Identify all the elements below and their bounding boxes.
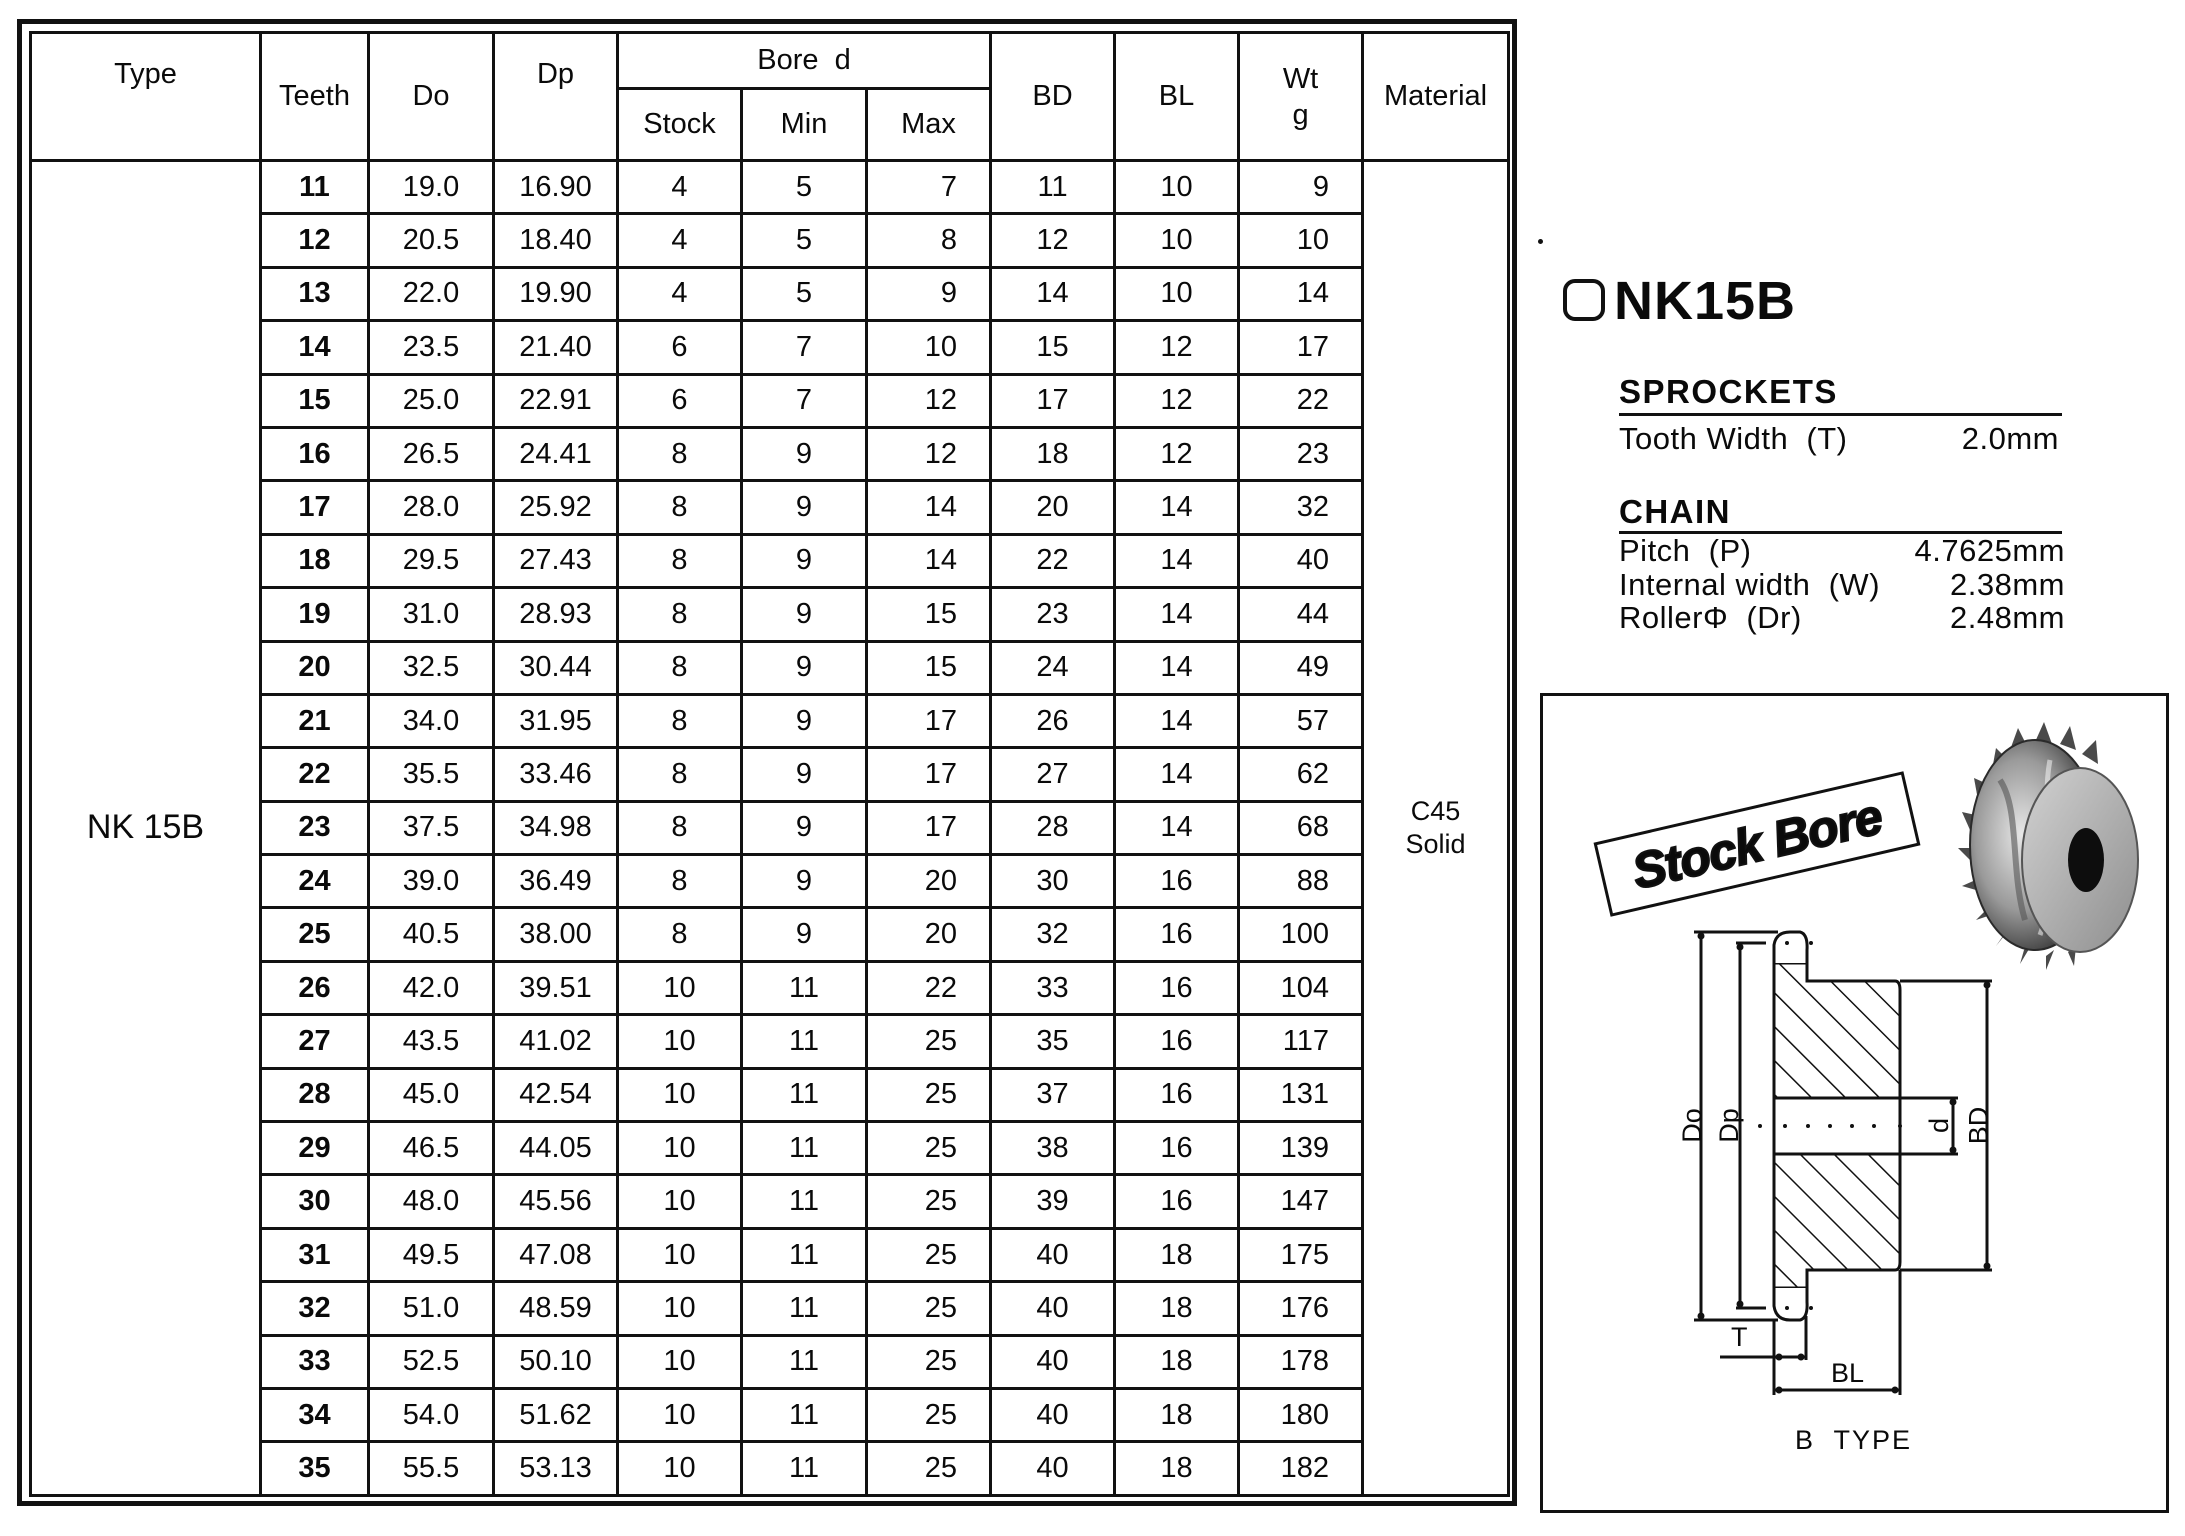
cell-teeth: 33 xyxy=(261,1335,369,1388)
cell-dp: 51.62 xyxy=(494,1388,618,1441)
cell-bd: 39 xyxy=(991,1175,1115,1228)
cell-bd: 30 xyxy=(991,855,1115,908)
cell-max: 25 xyxy=(867,1335,991,1388)
cell-max: 25 xyxy=(867,1068,991,1121)
cell-dp: 21.40 xyxy=(494,321,618,374)
cell-bd: 37 xyxy=(991,1068,1115,1121)
cell-teeth: 32 xyxy=(261,1282,369,1335)
cell-max: 25 xyxy=(867,1388,991,1441)
cell-bl: 18 xyxy=(1115,1388,1239,1441)
cell-wt: 22 xyxy=(1239,374,1363,427)
sprocket-spec-table xyxy=(29,31,1510,1497)
cell-teeth: 29 xyxy=(261,1122,369,1175)
spec-label: Tooth Width (T) xyxy=(1619,421,1848,456)
cell-min: 11 xyxy=(742,1442,867,1495)
cell-bl: 18 xyxy=(1115,1335,1239,1388)
cell-teeth: 21 xyxy=(261,694,369,747)
type-cell: NK 15B xyxy=(31,161,261,1496)
cell-stock: 8 xyxy=(618,801,742,854)
cell-wt: 139 xyxy=(1239,1122,1363,1175)
cell-max: 12 xyxy=(867,374,991,427)
cell-stock: 10 xyxy=(618,961,742,1014)
cell-stock: 4 xyxy=(618,214,742,267)
cell-min: 9 xyxy=(742,588,867,641)
cell-do: 19.0 xyxy=(369,161,494,214)
header-wt-unit-label: Wt xyxy=(1282,62,1319,95)
cell-max: 17 xyxy=(867,801,991,854)
cell-bl: 12 xyxy=(1115,427,1239,480)
drawing-caption: B TYPE xyxy=(1795,1425,1913,1455)
cell-stock: 8 xyxy=(618,641,742,694)
header-stock: Stock xyxy=(618,89,742,161)
header-type: Type xyxy=(31,33,261,161)
dim-label-bd: BD xyxy=(1963,1106,1994,1145)
cell-teeth: 35 xyxy=(261,1442,369,1495)
spec-label: RollerΦ (Dr) xyxy=(1619,600,1802,635)
cell-bd: 40 xyxy=(991,1442,1115,1495)
cell-dp: 27.43 xyxy=(494,534,618,587)
cell-bd: 40 xyxy=(991,1282,1115,1335)
cell-max: 17 xyxy=(867,748,991,801)
cell-do: 20.5 xyxy=(369,214,494,267)
cell-teeth: 25 xyxy=(261,908,369,961)
cell-wt: 32 xyxy=(1239,481,1363,534)
cell-stock: 4 xyxy=(618,267,742,320)
cell-do: 23.5 xyxy=(369,321,494,374)
cell-bd: 40 xyxy=(991,1228,1115,1281)
cell-stock: 10 xyxy=(618,1335,742,1388)
cell-teeth: 30 xyxy=(261,1175,369,1228)
cell-teeth: 34 xyxy=(261,1388,369,1441)
cell-teeth: 15 xyxy=(261,374,369,427)
cell-bl: 14 xyxy=(1115,481,1239,534)
cell-bd: 27 xyxy=(991,748,1115,801)
cell-min: 5 xyxy=(742,267,867,320)
cell-wt: 68 xyxy=(1239,801,1363,854)
material-cell xyxy=(1363,161,1509,1496)
header-material: Material xyxy=(1363,33,1509,161)
spec-label: Internal width (W) xyxy=(1619,567,1881,602)
cell-wt: 44 xyxy=(1239,588,1363,641)
cell-do: 34.0 xyxy=(369,694,494,747)
material-form: Solid xyxy=(1405,828,1466,859)
cell-bd: 14 xyxy=(991,267,1115,320)
spec-label: Pitch (P) xyxy=(1619,533,1752,568)
cell-dp: 25.92 xyxy=(494,481,618,534)
table-row xyxy=(31,161,1509,214)
cell-teeth: 11 xyxy=(261,161,369,214)
cell-dp: 34.98 xyxy=(494,801,618,854)
cell-wt: 176 xyxy=(1239,1282,1363,1335)
cell-bd: 11 xyxy=(991,161,1115,214)
material-grade: C45 xyxy=(1410,795,1461,826)
cell-bd: 32 xyxy=(991,908,1115,961)
cell-bl: 14 xyxy=(1115,641,1239,694)
cell-min: 5 xyxy=(742,214,867,267)
cell-do: 31.0 xyxy=(369,588,494,641)
cell-min: 9 xyxy=(742,481,867,534)
cell-bl: 10 xyxy=(1115,267,1239,320)
spec-value: 2.48mm xyxy=(1950,600,2065,635)
cell-bl: 14 xyxy=(1115,534,1239,587)
cell-do: 49.5 xyxy=(369,1228,494,1281)
cell-stock: 6 xyxy=(618,374,742,427)
dim-label-bl: BL xyxy=(1831,1358,1865,1388)
cell-dp: 16.90 xyxy=(494,161,618,214)
cell-min: 5 xyxy=(742,161,867,214)
cell-stock: 10 xyxy=(618,1015,742,1068)
b-type-section-drawing xyxy=(1540,693,2169,1513)
header-wt xyxy=(1239,33,1363,161)
cell-bd: 38 xyxy=(991,1122,1115,1175)
cell-min: 9 xyxy=(742,694,867,747)
spec-row-internal-width xyxy=(1619,568,2065,602)
cell-stock: 8 xyxy=(618,534,742,587)
cell-stock: 10 xyxy=(618,1442,742,1495)
spec-value: 2.38mm xyxy=(1950,567,2065,602)
cell-max: 22 xyxy=(867,961,991,1014)
cell-min: 9 xyxy=(742,908,867,961)
cell-teeth: 24 xyxy=(261,855,369,908)
cell-wt: 147 xyxy=(1239,1175,1363,1228)
cell-dp: 18.40 xyxy=(494,214,618,267)
cell-dp: 31.95 xyxy=(494,694,618,747)
cell-wt: 17 xyxy=(1239,321,1363,374)
spec-row-tooth-width xyxy=(1619,421,2065,457)
cell-max: 12 xyxy=(867,427,991,480)
cell-max: 20 xyxy=(867,908,991,961)
cell-max: 10 xyxy=(867,321,991,374)
cell-max: 14 xyxy=(867,481,991,534)
cell-dp: 19.90 xyxy=(494,267,618,320)
cell-wt: 9 xyxy=(1239,161,1363,214)
cell-teeth: 13 xyxy=(261,267,369,320)
cell-min: 11 xyxy=(742,1122,867,1175)
cell-teeth: 26 xyxy=(261,961,369,1014)
cell-teeth: 16 xyxy=(261,427,369,480)
cell-bl: 14 xyxy=(1115,748,1239,801)
cell-bd: 40 xyxy=(991,1335,1115,1388)
cell-bl: 16 xyxy=(1115,1068,1239,1121)
cell-teeth: 14 xyxy=(261,321,369,374)
cell-bl: 18 xyxy=(1115,1442,1239,1495)
cell-do: 46.5 xyxy=(369,1122,494,1175)
cell-max: 8 xyxy=(867,214,991,267)
cell-max: 9 xyxy=(867,267,991,320)
cell-bd: 28 xyxy=(991,801,1115,854)
cell-wt: 23 xyxy=(1239,427,1363,480)
cell-do: 40.5 xyxy=(369,908,494,961)
cell-do: 32.5 xyxy=(369,641,494,694)
header-do: Do xyxy=(369,33,494,161)
cell-max: 25 xyxy=(867,1442,991,1495)
cell-teeth: 17 xyxy=(261,481,369,534)
dim-label-dp: Dp xyxy=(1713,1108,1744,1143)
table-body xyxy=(31,161,1509,1496)
cell-min: 11 xyxy=(742,1335,867,1388)
cell-bl: 14 xyxy=(1115,801,1239,854)
cell-wt: 10 xyxy=(1239,214,1363,267)
cell-bd: 23 xyxy=(991,588,1115,641)
product-title: NK15B xyxy=(1614,271,1797,331)
cell-teeth: 28 xyxy=(261,1068,369,1121)
cell-teeth: 23 xyxy=(261,801,369,854)
header-teeth: Teeth xyxy=(261,33,369,161)
cell-bd: 15 xyxy=(991,321,1115,374)
cell-stock: 10 xyxy=(618,1228,742,1281)
cell-do: 22.0 xyxy=(369,267,494,320)
cell-min: 7 xyxy=(742,321,867,374)
cell-min: 9 xyxy=(742,748,867,801)
cell-teeth: 20 xyxy=(261,641,369,694)
cell-wt: 88 xyxy=(1239,855,1363,908)
cell-stock: 10 xyxy=(618,1175,742,1228)
cell-dp: 30.44 xyxy=(494,641,618,694)
cell-min: 9 xyxy=(742,534,867,587)
cell-min: 11 xyxy=(742,1068,867,1121)
cell-bd: 18 xyxy=(991,427,1115,480)
cell-max: 14 xyxy=(867,534,991,587)
header-bl: BL xyxy=(1115,33,1239,161)
cell-bd: 22 xyxy=(991,534,1115,587)
cell-bd: 20 xyxy=(991,481,1115,534)
cell-wt: 117 xyxy=(1239,1015,1363,1068)
cell-bd: 26 xyxy=(991,694,1115,747)
sprockets-heading: SPROCKETS xyxy=(1619,373,1838,410)
cell-dp: 22.91 xyxy=(494,374,618,427)
header-max: Max xyxy=(867,89,991,161)
cell-do: 48.0 xyxy=(369,1175,494,1228)
cell-min: 11 xyxy=(742,1015,867,1068)
cell-dp: 41.02 xyxy=(494,1015,618,1068)
stock-bore-text: Stock Bore xyxy=(1626,788,1888,900)
cell-wt: 57 xyxy=(1239,694,1363,747)
cell-bl: 14 xyxy=(1115,694,1239,747)
cell-stock: 8 xyxy=(618,588,742,641)
cell-bl: 16 xyxy=(1115,961,1239,1014)
cell-dp: 45.56 xyxy=(494,1175,618,1228)
stray-dot xyxy=(1538,239,1543,244)
cell-max: 25 xyxy=(867,1122,991,1175)
cell-bd: 24 xyxy=(991,641,1115,694)
cell-min: 11 xyxy=(742,1175,867,1228)
cell-bd: 40 xyxy=(991,1388,1115,1441)
cell-dp: 48.59 xyxy=(494,1282,618,1335)
cell-do: 28.0 xyxy=(369,481,494,534)
cell-bd: 35 xyxy=(991,1015,1115,1068)
header-bd: BD xyxy=(991,33,1115,161)
chain-heading: CHAIN xyxy=(1619,493,1731,530)
header-wt-unit: g xyxy=(1292,98,1309,131)
cell-stock: 4 xyxy=(618,161,742,214)
cell-do: 26.5 xyxy=(369,427,494,480)
cell-bl: 12 xyxy=(1115,374,1239,427)
cell-bd: 17 xyxy=(991,374,1115,427)
cell-stock: 10 xyxy=(618,1282,742,1335)
cell-wt: 182 xyxy=(1239,1442,1363,1495)
header-min: Min xyxy=(742,89,867,161)
cell-teeth: 31 xyxy=(261,1228,369,1281)
cell-max: 25 xyxy=(867,1015,991,1068)
cell-dp: 42.54 xyxy=(494,1068,618,1121)
cell-min: 11 xyxy=(742,1282,867,1335)
cell-teeth: 18 xyxy=(261,534,369,587)
cell-wt: 178 xyxy=(1239,1335,1363,1388)
cell-dp: 33.46 xyxy=(494,748,618,801)
cell-do: 35.5 xyxy=(369,748,494,801)
cell-bl: 16 xyxy=(1115,908,1239,961)
cell-stock: 8 xyxy=(618,855,742,908)
cell-min: 9 xyxy=(742,427,867,480)
cell-stock: 10 xyxy=(618,1068,742,1121)
cell-do: 54.0 xyxy=(369,1388,494,1441)
spec-value: 2.0mm xyxy=(1961,421,2059,456)
cell-do: 55.5 xyxy=(369,1442,494,1495)
cell-teeth: 22 xyxy=(261,748,369,801)
cell-wt: 131 xyxy=(1239,1068,1363,1121)
cell-bl: 10 xyxy=(1115,161,1239,214)
cell-bl: 18 xyxy=(1115,1228,1239,1281)
cell-do: 39.0 xyxy=(369,855,494,908)
cell-dp: 39.51 xyxy=(494,961,618,1014)
cell-min: 7 xyxy=(742,374,867,427)
cell-max: 17 xyxy=(867,694,991,747)
dim-label-d: d xyxy=(1924,1117,1955,1134)
cell-bl: 16 xyxy=(1115,855,1239,908)
cell-bl: 12 xyxy=(1115,321,1239,374)
cell-min: 9 xyxy=(742,855,867,908)
cell-wt: 14 xyxy=(1239,267,1363,320)
cell-bl: 16 xyxy=(1115,1175,1239,1228)
cell-stock: 8 xyxy=(618,908,742,961)
spec-row-pitch xyxy=(1619,534,2065,568)
cell-do: 29.5 xyxy=(369,534,494,587)
header-dp: Dp xyxy=(494,33,618,161)
rounded-square-icon xyxy=(1563,279,1605,321)
cell-dp: 50.10 xyxy=(494,1335,618,1388)
cell-max: 20 xyxy=(867,855,991,908)
cell-wt: 180 xyxy=(1239,1388,1363,1441)
cell-min: 11 xyxy=(742,1388,867,1441)
cell-do: 45.0 xyxy=(369,1068,494,1121)
cell-stock: 8 xyxy=(618,748,742,801)
cell-do: 25.0 xyxy=(369,374,494,427)
cell-min: 9 xyxy=(742,641,867,694)
cell-max: 25 xyxy=(867,1282,991,1335)
header-bore-group: Bore d xyxy=(618,33,991,89)
cell-min: 11 xyxy=(742,1228,867,1281)
cell-teeth: 12 xyxy=(261,214,369,267)
cell-stock: 8 xyxy=(618,427,742,480)
cell-max: 25 xyxy=(867,1228,991,1281)
cell-max: 15 xyxy=(867,588,991,641)
cell-wt: 100 xyxy=(1239,908,1363,961)
cell-min: 11 xyxy=(742,961,867,1014)
cell-do: 42.0 xyxy=(369,961,494,1014)
cell-do: 43.5 xyxy=(369,1015,494,1068)
cell-stock: 8 xyxy=(618,481,742,534)
cell-stock: 10 xyxy=(618,1388,742,1441)
cell-teeth: 19 xyxy=(261,588,369,641)
cell-max: 15 xyxy=(867,641,991,694)
cell-do: 52.5 xyxy=(369,1335,494,1388)
cell-dp: 24.41 xyxy=(494,427,618,480)
cell-bl: 16 xyxy=(1115,1122,1239,1175)
cell-dp: 44.05 xyxy=(494,1122,618,1175)
cell-dp: 53.13 xyxy=(494,1442,618,1495)
cell-bl: 18 xyxy=(1115,1282,1239,1335)
cell-stock: 10 xyxy=(618,1122,742,1175)
cell-do: 51.0 xyxy=(369,1282,494,1335)
cell-max: 25 xyxy=(867,1175,991,1228)
cell-wt: 62 xyxy=(1239,748,1363,801)
cell-wt: 40 xyxy=(1239,534,1363,587)
cell-stock: 8 xyxy=(618,694,742,747)
spec-row-roller xyxy=(1619,601,2065,635)
cell-wt: 104 xyxy=(1239,961,1363,1014)
cell-wt: 175 xyxy=(1239,1228,1363,1281)
cell-dp: 47.08 xyxy=(494,1228,618,1281)
cell-bd: 33 xyxy=(991,961,1115,1014)
cell-bl: 14 xyxy=(1115,588,1239,641)
cell-dp: 36.49 xyxy=(494,855,618,908)
cell-do: 37.5 xyxy=(369,801,494,854)
cell-max: 7 xyxy=(867,161,991,214)
cell-stock: 6 xyxy=(618,321,742,374)
cell-dp: 38.00 xyxy=(494,908,618,961)
cell-bd: 12 xyxy=(991,214,1115,267)
sprockets-rule xyxy=(1619,413,2062,416)
cell-bl: 10 xyxy=(1115,214,1239,267)
spec-value: 4.7625mm xyxy=(1914,533,2065,568)
dim-label-t: T xyxy=(1731,1322,1748,1352)
cell-min: 9 xyxy=(742,801,867,854)
cell-wt: 49 xyxy=(1239,641,1363,694)
cell-dp: 28.93 xyxy=(494,588,618,641)
cell-teeth: 27 xyxy=(261,1015,369,1068)
cell-bl: 16 xyxy=(1115,1015,1239,1068)
dim-label-do: Do xyxy=(1676,1108,1707,1143)
